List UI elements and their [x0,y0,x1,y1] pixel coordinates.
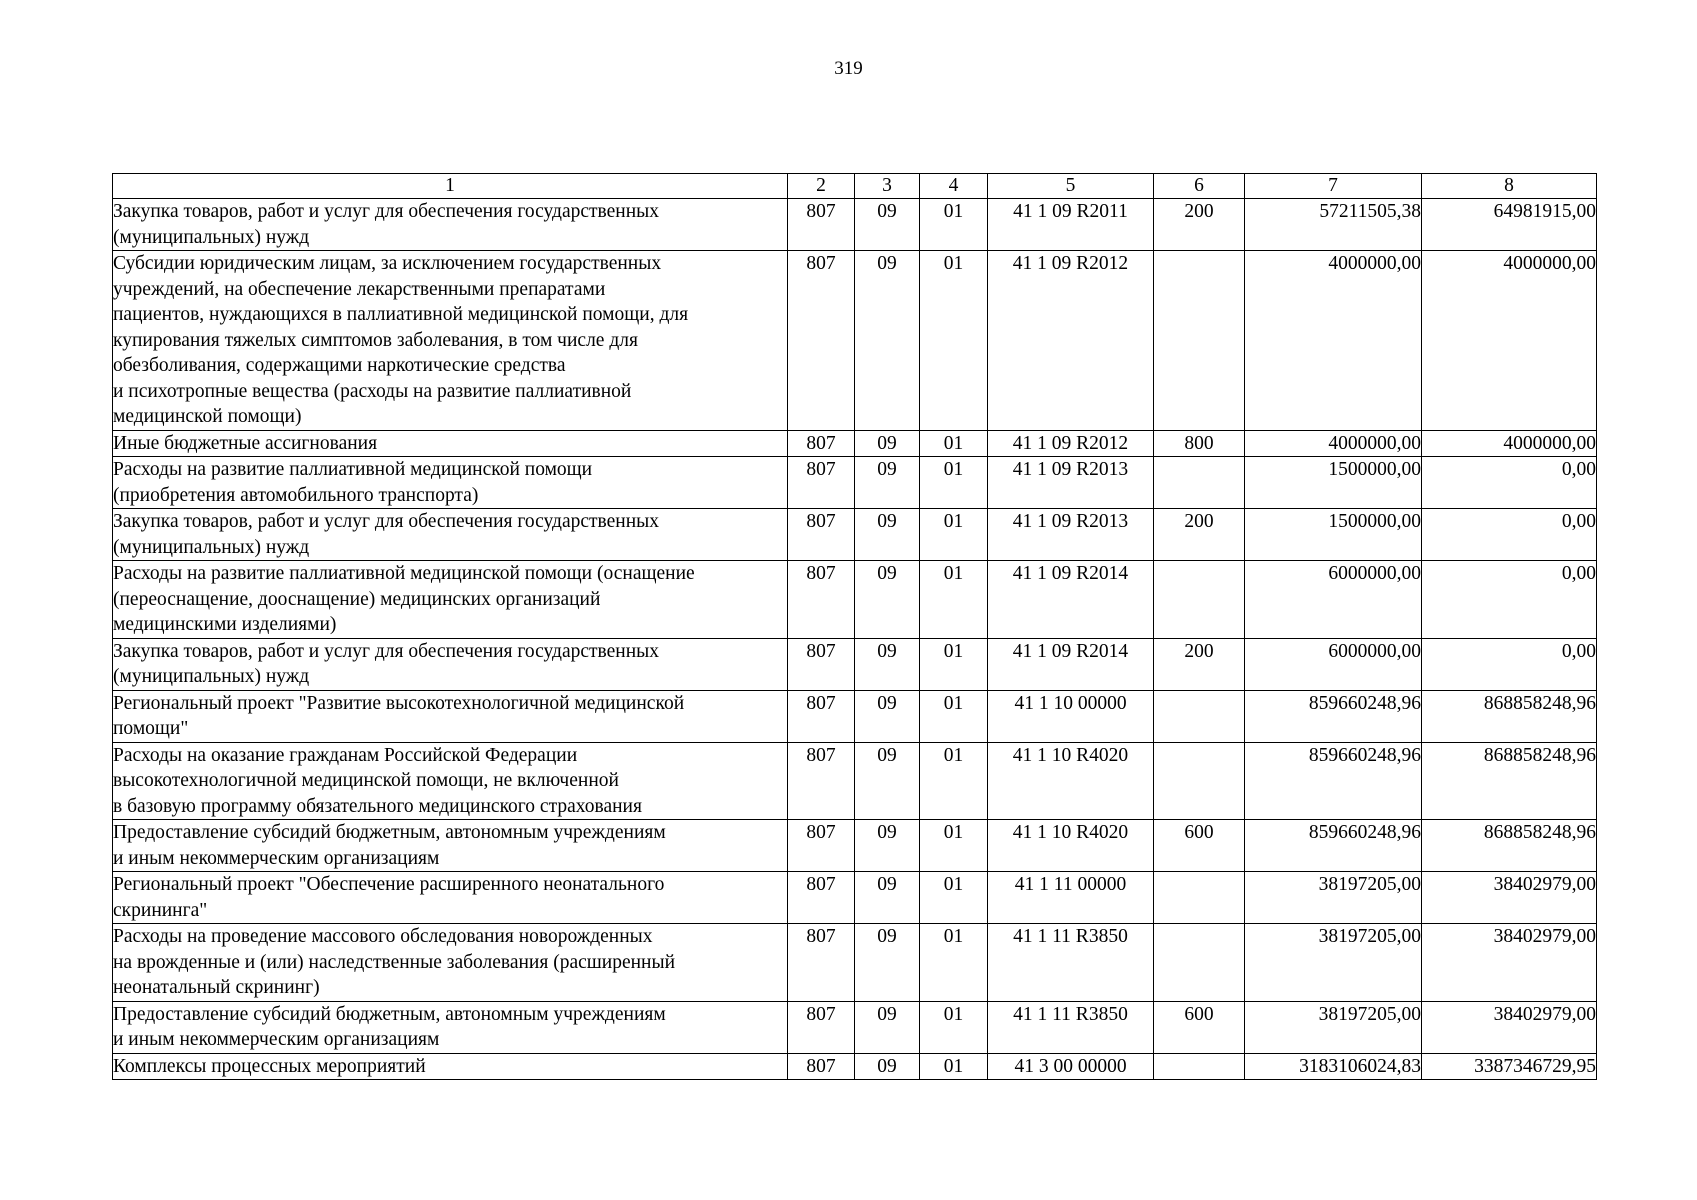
amount-cell: 38197205,00 [1245,924,1422,1002]
section-cell: 09 [855,820,920,872]
expense-type-cell: 600 [1154,820,1245,872]
item-name-cell: Расходы на развитие паллиативной медицинской помощи (приобретения автомобильного транспорта) [113,457,788,509]
table-row [113,199,1597,251]
code-cell: 807 [788,638,855,690]
amount-cell: 64981915,00 [1422,199,1597,251]
amount-cell: 4000000,00 [1245,430,1422,457]
section-cell: 09 [855,690,920,742]
item-name-cell: Иные бюджетные ассигнования [113,430,788,457]
amount-cell: 38402979,00 [1422,1001,1597,1053]
header-cell: 5 [988,174,1154,199]
amount-cell: 859660248,96 [1245,742,1422,820]
target-article-cell: 41 1 11 R3850 [988,924,1154,1002]
header-cell: 3 [855,174,920,199]
table-row [113,430,1597,457]
section-cell: 09 [855,924,920,1002]
section-cell: 09 [855,1053,920,1080]
target-article-cell: 41 1 09 R2011 [988,199,1154,251]
table-row [113,872,1597,924]
item-name-cell: Расходы на развитие паллиативной медицинской помощи (оснащение (переоснащение, дооснащение) медицинских организаций медицинскими изделиями) [113,561,788,639]
section-cell: 09 [855,742,920,820]
section-cell: 09 [855,199,920,251]
subsection-cell: 01 [920,509,988,561]
table-row [113,820,1597,872]
target-article-cell: 41 1 11 R3850 [988,1001,1154,1053]
table-row [113,457,1597,509]
amount-cell: 38197205,00 [1245,1001,1422,1053]
amount-cell: 4000000,00 [1245,251,1422,431]
target-article-cell: 41 1 09 R2012 [988,251,1154,431]
subsection-cell: 01 [920,638,988,690]
budget-table [112,173,1597,1080]
table-row [113,924,1597,1002]
table-body [113,199,1597,1080]
amount-cell: 57211505,38 [1245,199,1422,251]
target-article-cell: 41 1 09 R2013 [988,457,1154,509]
item-name-cell: Региональный проект "Развитие высокотехнологичной медицинской помощи" [113,690,788,742]
code-cell: 807 [788,430,855,457]
item-name-cell: Комплексы процессных мероприятий [113,1053,788,1080]
amount-cell: 4000000,00 [1422,430,1597,457]
header-cell: 8 [1422,174,1597,199]
section-cell: 09 [855,638,920,690]
section-cell: 09 [855,457,920,509]
header-cell: 4 [920,174,988,199]
item-name-cell: Расходы на проведение массового обследования новорожденных на врожденные и (или) наследственные заболевания (расширенный неонатальный скрининг) [113,924,788,1002]
item-name-cell: Предоставление субсидий бюджетным, автономным учреждениям и иным некоммерческим организациям [113,1001,788,1053]
amount-cell: 6000000,00 [1245,561,1422,639]
item-name-cell: Субсидии юридическим лицам, за исключением государственных учреждений, на обеспечение лекарственными препаратами пациентов, нуждающихся в паллиативной медицинской помощи, для купирования тяжелых симптомов заболевания, в том числе для обезболивания, содержащими наркотические средства и психотропные вещества (расходы на развитие паллиативной медицинской помощи) [113,251,788,431]
item-name-cell: Региональный проект "Обеспечение расширенного неонатального скрининга" [113,872,788,924]
amount-cell: 6000000,00 [1245,638,1422,690]
target-article-cell: 41 1 10 R4020 [988,742,1154,820]
expense-type-cell [1154,561,1245,639]
item-name-cell: Расходы на оказание гражданам Российской Федерации высокотехнологичной медицинской помощи, не включенной в базовую программу обязательного медицинского страхования [113,742,788,820]
expense-type-cell [1154,251,1245,431]
header-cell: 7 [1245,174,1422,199]
subsection-cell: 01 [920,251,988,431]
expense-type-cell: 200 [1154,638,1245,690]
amount-cell: 0,00 [1422,457,1597,509]
amount-cell: 3183106024,83 [1245,1053,1422,1080]
subsection-cell: 01 [920,872,988,924]
header-row [113,174,1597,199]
page-number: 319 [834,58,863,79]
item-name-cell: Закупка товаров, работ и услуг для обеспечения государственных (муниципальных) нужд [113,199,788,251]
amount-cell: 38197205,00 [1245,872,1422,924]
amount-cell: 859660248,96 [1245,820,1422,872]
expense-type-cell: 600 [1154,1001,1245,1053]
target-article-cell: 41 1 09 R2013 [988,509,1154,561]
code-cell: 807 [788,251,855,431]
section-cell: 09 [855,251,920,431]
table-row [113,1001,1597,1053]
table-row [113,690,1597,742]
code-cell: 807 [788,690,855,742]
code-cell: 807 [788,924,855,1002]
code-cell: 807 [788,457,855,509]
target-article-cell: 41 1 11 00000 [988,872,1154,924]
subsection-cell: 01 [920,690,988,742]
subsection-cell: 01 [920,924,988,1002]
expense-type-cell: 800 [1154,430,1245,457]
code-cell: 807 [788,820,855,872]
code-cell: 807 [788,742,855,820]
amount-cell: 4000000,00 [1422,251,1597,431]
expense-type-cell [1154,742,1245,820]
amount-cell: 3387346729,95 [1422,1053,1597,1080]
amount-cell: 859660248,96 [1245,690,1422,742]
expense-type-cell [1154,872,1245,924]
amount-cell: 38402979,00 [1422,924,1597,1002]
amount-cell: 868858248,96 [1422,742,1597,820]
table-row [113,742,1597,820]
amount-cell: 0,00 [1422,509,1597,561]
amount-cell: 0,00 [1422,561,1597,639]
table-row [113,561,1597,639]
header-cell: 6 [1154,174,1245,199]
section-cell: 09 [855,1001,920,1053]
subsection-cell: 01 [920,430,988,457]
subsection-cell: 01 [920,1053,988,1080]
target-article-cell: 41 1 09 R2012 [988,430,1154,457]
code-cell: 807 [788,561,855,639]
section-cell: 09 [855,561,920,639]
subsection-cell: 01 [920,820,988,872]
amount-cell: 868858248,96 [1422,690,1597,742]
expense-type-cell [1154,924,1245,1002]
amount-cell: 1500000,00 [1245,509,1422,561]
section-cell: 09 [855,430,920,457]
code-cell: 807 [788,509,855,561]
subsection-cell: 01 [920,561,988,639]
section-cell: 09 [855,872,920,924]
item-name-cell: Предоставление субсидий бюджетным, автономным учреждениям и иным некоммерческим организациям [113,820,788,872]
table-row [113,638,1597,690]
item-name-cell: Закупка товаров, работ и услуг для обеспечения государственных (муниципальных) нужд [113,638,788,690]
expense-type-cell [1154,690,1245,742]
subsection-cell: 01 [920,457,988,509]
code-cell: 807 [788,872,855,924]
table-row [113,1053,1597,1080]
item-name-cell: Закупка товаров, работ и услуг для обеспечения государственных (муниципальных) нужд [113,509,788,561]
subsection-cell: 01 [920,1001,988,1053]
code-cell: 807 [788,1053,855,1080]
expense-type-cell: 200 [1154,199,1245,251]
target-article-cell: 41 1 10 R4020 [988,820,1154,872]
target-article-cell: 41 1 10 00000 [988,690,1154,742]
target-article-cell: 41 1 09 R2014 [988,638,1154,690]
target-article-cell: 41 3 00 00000 [988,1053,1154,1080]
header-cell: 2 [788,174,855,199]
subsection-cell: 01 [920,742,988,820]
amount-cell: 0,00 [1422,638,1597,690]
header-cell: 1 [113,174,788,199]
expense-type-cell [1154,457,1245,509]
table-row [113,509,1597,561]
target-article-cell: 41 1 09 R2014 [988,561,1154,639]
expense-type-cell: 200 [1154,509,1245,561]
amount-cell: 38402979,00 [1422,872,1597,924]
section-cell: 09 [855,509,920,561]
amount-cell: 1500000,00 [1245,457,1422,509]
subsection-cell: 01 [920,199,988,251]
code-cell: 807 [788,199,855,251]
code-cell: 807 [788,1001,855,1053]
amount-cell: 868858248,96 [1422,820,1597,872]
table-row [113,251,1597,431]
expense-type-cell [1154,1053,1245,1080]
